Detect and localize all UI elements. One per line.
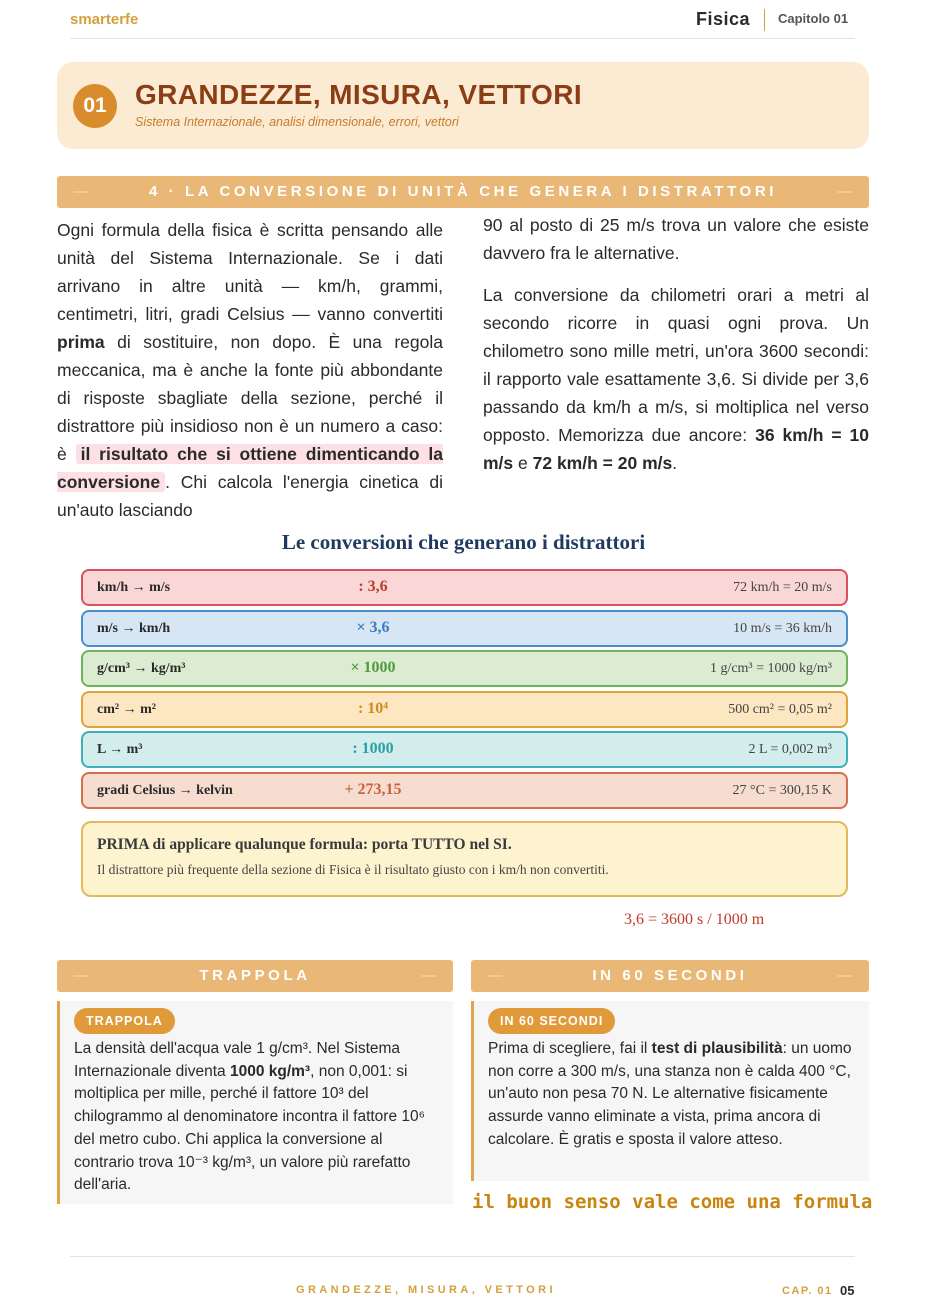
brand-logo-text: smarterfe (70, 11, 139, 28)
text-run: La densità dell'acqua vale 1 g/cm³. Nel Sistema Internazionale diventa (74, 1040, 401, 1080)
conversion-from: L → m³ (97, 742, 143, 758)
conversion-operator: × 1000 (350, 659, 396, 677)
footer-divider (70, 1256, 855, 1257)
body-column-right (483, 211, 869, 477)
conversion-example: 27 °C = 300,15 K (732, 783, 832, 798)
text-run: Ogni formula della fisica è scritta pensando alle unità del Sistema Internazionale. Se i dati arrivano in altre unità — km/h, grammi, centimetri, litri, gradi Celsius — vanno convertiti (57, 220, 443, 324)
text-run: . Chi calcola l'energia cinetica di un'auto lasciando (57, 472, 443, 520)
bar-dash-right: — (837, 183, 853, 200)
chapter-title: GRANDEZZE, MISURA, VETTORI (135, 79, 583, 110)
body-column-left (57, 216, 443, 524)
paragraph (483, 281, 869, 477)
header-subject: Fisica (695, 9, 750, 29)
header-separator (764, 9, 765, 31)
sixty-text (488, 1038, 857, 1152)
header-chapter: Capitolo 01 (778, 11, 849, 26)
conversion-example: 2 L = 0,002 m³ (748, 742, 832, 758)
footer-chapter: CAP. 01 (782, 1285, 833, 1297)
conversion-from: g/cm³ → kg/m³ (97, 661, 186, 677)
note-text: Il distrattore più frequente della sezione di Fisica è il risultato giusto con i km/h non convertiti. (97, 862, 609, 877)
conversion-row (81, 650, 848, 687)
sixty-badge: IN 60 SECONDI (488, 1008, 615, 1034)
highlighted-phrase: il risultato che si ottiene dimenticando la conversione (57, 444, 443, 492)
trap-box (57, 1001, 453, 1204)
paragraph (57, 216, 443, 524)
conversion-example: 500 cm² = 0,05 m² (728, 701, 832, 717)
conversion-row (81, 731, 848, 768)
conversion-example: 72 km/h = 20 m/s (733, 580, 832, 595)
text-run: . (672, 453, 678, 473)
section-heading-bar (57, 176, 869, 208)
section-heading: 4 · LA CONVERSIONE DI UNITÀ CHE GENERA I DISTRATTORI (148, 183, 778, 200)
trap-text (74, 1038, 441, 1197)
bar-dash-left: — (73, 967, 89, 984)
conversion-operator: : 1000 (352, 740, 394, 758)
bold-run: test di plausibilità (651, 1040, 783, 1057)
bold-run: 1000 kg/m³ (229, 1062, 311, 1080)
page-number: 05 (840, 1283, 855, 1298)
conversion-from: gradi Celsius → kelvin (97, 783, 233, 798)
conversion-operator: : 10⁴ (357, 699, 389, 717)
conversion-operator: + 273,15 (344, 781, 402, 798)
table-title: Le conversioni che generano i distrattori (281, 530, 646, 554)
conversion-example: 10 m/s = 36 km/h (733, 620, 832, 636)
bar-dash-right: — (837, 967, 853, 984)
sixty-box (471, 1001, 869, 1181)
conversion-from: cm² → m² (97, 701, 156, 717)
conversion-from: m/s → km/h (97, 620, 171, 636)
conversion-row (81, 610, 848, 647)
conversion-example: 1 g/cm³ = 1000 kg/m³ (709, 661, 832, 677)
sixty-heading-bar (471, 960, 869, 992)
conversion-operator: : 3,6 (358, 578, 388, 595)
conversion-row (81, 691, 848, 728)
text-run: La conversione da chilometri orari a metri al secondo ricorre in quasi ogni prova. Un chilometro sono mille metri, un'ora 3600 secondi: il rapporto vale esattamente 3,6. Si divide per 3,6 passando da km/h a m/s, si moltiplica nel verso opposto. Memorizza due ancore: (483, 285, 869, 445)
chapter-number-badge: 01 (73, 84, 117, 128)
text-run: , non 0,001: si moltiplica per mille, perché il fattore 10³ del chilogrammo al denominatore incontra il fattore 10⁶ del metro cubo. Chi applica la conversione al contrario trova 10⁻³ kg/m³, un valore più rarefatto dell'aria. (74, 1062, 426, 1194)
sixty-heading: IN 60 SECONDI (592, 967, 748, 984)
conversion-from: km/h → m/s (97, 580, 171, 595)
conversion-row (81, 772, 848, 809)
paragraph: 90 al posto di 25 m/s trova un valore che esiste davvero fra le alternative. (483, 215, 869, 263)
bold-run: 72 km/h = 20 m/s (532, 453, 673, 473)
text-run: Prima di scegliere, fai il (488, 1040, 652, 1057)
chapter-subtitle: Sistema Internazionale, analisi dimensionale, errori, vettori (135, 115, 459, 129)
chapter-banner (57, 62, 869, 149)
bold-run: 36 km/h = 10 m/s (483, 425, 869, 473)
bar-dash-left: — (487, 967, 503, 984)
trap-heading: TRAPPOLA (199, 967, 311, 984)
trap-badge: TRAPPOLA (74, 1008, 175, 1034)
bar-dash-left: — (73, 183, 89, 200)
bar-dash-right: — (421, 967, 437, 984)
text-run: di sostituire, non dopo. È una regola meccanica, ma è anche la fonte più abbondante di risposte sbagliate della sezione, perché il distrattore più insidioso non è un numero a caso: è (57, 332, 443, 464)
text-run: : un uomo non corre a 300 m/s, una stanza non è calda 400 °C, un'auto non pesa 70 N. Le alternative fisicamente assurde vanno eliminate a vista, prima ancora di calcolare. È gratis e sposta il valore atteso. (488, 1040, 852, 1148)
conversion-operator: × 3,6 (356, 618, 390, 636)
formula-annotation: 3,6 = 3600 s / 1000 m (624, 911, 765, 928)
text-run: e (513, 453, 533, 473)
trap-heading-bar (57, 960, 453, 992)
conversion-row (81, 569, 848, 606)
callout-note (81, 821, 848, 897)
header-divider (70, 38, 855, 39)
bold-run: prima (57, 332, 105, 352)
note-heading: PRIMA di applicare qualunque formula: porta TUTTO nel SI. (97, 836, 512, 853)
handwritten-annotation: il buon senso vale come una formula (472, 1191, 873, 1213)
footer-title: GRANDEZZE, MISURA, VETTORI (296, 1284, 556, 1296)
